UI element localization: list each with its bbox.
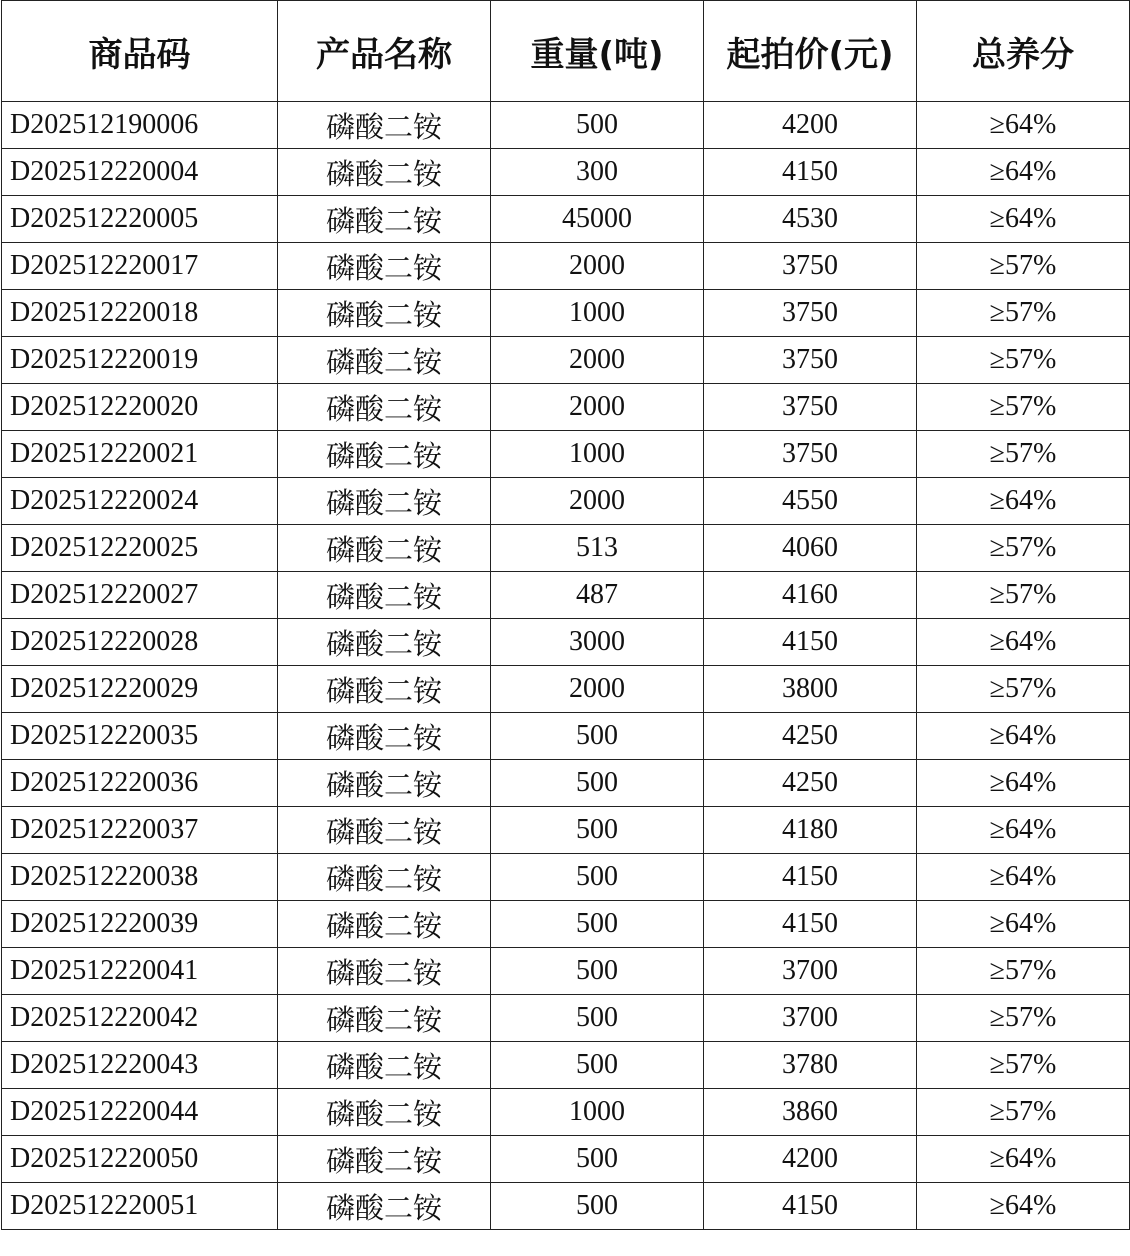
starting-price-cell: 4200 [704,102,917,149]
starting-price-cell: 4160 [704,572,917,619]
product-name-cell: 磷酸二铵 [278,948,491,995]
product-name-cell: 磷酸二铵 [278,619,491,666]
starting-price-cell: 4200 [704,1136,917,1183]
product-name-cell: 磷酸二铵 [278,995,491,1042]
auction-table [1,0,1130,1230]
total-nutrient-cell: ≥57% [917,384,1130,431]
product-code-cell: D202512220018 [2,290,278,337]
product-name-cell: 磷酸二铵 [278,1183,491,1230]
total-nutrient-cell: ≥57% [917,1089,1130,1136]
header-product-name: 产品名称 [278,1,491,102]
starting-price-cell: 4530 [704,196,917,243]
product-code-cell: D202512220004 [2,149,278,196]
starting-price-cell: 4150 [704,1183,917,1230]
starting-price-cell: 3860 [704,1089,917,1136]
starting-price-cell: 4060 [704,525,917,572]
table-row [2,1042,1130,1089]
total-nutrient-cell: ≥64% [917,854,1130,901]
starting-price-cell: 4150 [704,854,917,901]
total-nutrient-cell: ≥57% [917,666,1130,713]
weight-cell: 1000 [491,1089,704,1136]
table-row [2,713,1130,760]
product-code-cell: D202512220028 [2,619,278,666]
product-code-cell: D202512220038 [2,854,278,901]
weight-cell: 1000 [491,431,704,478]
total-nutrient-cell: ≥64% [917,619,1130,666]
weight-cell: 500 [491,1136,704,1183]
total-nutrient-cell: ≥57% [917,290,1130,337]
table-row [2,854,1130,901]
starting-price-cell: 4180 [704,807,917,854]
total-nutrient-cell: ≥64% [917,149,1130,196]
table-row [2,431,1130,478]
product-code-cell: D202512220037 [2,807,278,854]
product-name-cell: 磷酸二铵 [278,149,491,196]
product-code-cell: D202512220019 [2,337,278,384]
total-nutrient-cell: ≥57% [917,572,1130,619]
starting-price-cell: 4250 [704,713,917,760]
starting-price-cell: 3800 [704,666,917,713]
total-nutrient-cell: ≥64% [917,102,1130,149]
product-name-cell: 磷酸二铵 [278,243,491,290]
total-nutrient-cell: ≥64% [917,760,1130,807]
total-nutrient-cell: ≥64% [917,713,1130,760]
weight-cell: 500 [491,807,704,854]
starting-price-cell: 3750 [704,431,917,478]
product-code-cell: D202512220043 [2,1042,278,1089]
total-nutrient-cell: ≥57% [917,431,1130,478]
table-row [2,525,1130,572]
product-code-cell: D202512220042 [2,995,278,1042]
product-code-cell: D202512220036 [2,760,278,807]
table-row [2,572,1130,619]
total-nutrient-cell: ≥64% [917,807,1130,854]
table-row [2,478,1130,525]
starting-price-cell: 3750 [704,384,917,431]
weight-cell: 500 [491,948,704,995]
product-code-cell: D202512220025 [2,525,278,572]
weight-cell: 500 [491,760,704,807]
weight-cell: 300 [491,149,704,196]
product-name-cell: 磷酸二铵 [278,290,491,337]
weight-cell: 3000 [491,619,704,666]
weight-cell: 500 [491,102,704,149]
starting-price-cell: 3780 [704,1042,917,1089]
table-row [2,666,1130,713]
starting-price-cell: 4250 [704,760,917,807]
table-row [2,1136,1130,1183]
header-row [2,1,1130,102]
product-code-cell: D202512220039 [2,901,278,948]
product-name-cell: 磷酸二铵 [278,713,491,760]
starting-price-cell: 3750 [704,337,917,384]
starting-price-cell: 3700 [704,995,917,1042]
total-nutrient-cell: ≥57% [917,525,1130,572]
table-row [2,337,1130,384]
product-name-cell: 磷酸二铵 [278,901,491,948]
total-nutrient-cell: ≥57% [917,948,1130,995]
total-nutrient-cell: ≥64% [917,901,1130,948]
product-name-cell: 磷酸二铵 [278,1042,491,1089]
product-code-cell: D202512220035 [2,713,278,760]
total-nutrient-cell: ≥57% [917,243,1130,290]
weight-cell: 2000 [491,384,704,431]
starting-price-cell: 3750 [704,243,917,290]
product-code-cell: D202512220017 [2,243,278,290]
product-name-cell: 磷酸二铵 [278,807,491,854]
product-code-cell: D202512220005 [2,196,278,243]
product-code-cell: D202512220041 [2,948,278,995]
product-code-cell: D202512220027 [2,572,278,619]
table-body [2,102,1130,1230]
product-name-cell: 磷酸二铵 [278,478,491,525]
table-row [2,948,1130,995]
weight-cell: 2000 [491,666,704,713]
table-row [2,149,1130,196]
product-name-cell: 磷酸二铵 [278,760,491,807]
starting-price-cell: 3750 [704,290,917,337]
product-name-cell: 磷酸二铵 [278,102,491,149]
product-name-cell: 磷酸二铵 [278,431,491,478]
header-starting-price: 起拍价(元) [704,1,917,102]
table-row [2,196,1130,243]
product-code-cell: D202512220020 [2,384,278,431]
product-name-cell: 磷酸二铵 [278,196,491,243]
weight-cell: 2000 [491,243,704,290]
weight-cell: 45000 [491,196,704,243]
total-nutrient-cell: ≥57% [917,995,1130,1042]
product-code-cell: D202512220051 [2,1183,278,1230]
weight-cell: 500 [491,1183,704,1230]
total-nutrient-cell: ≥57% [917,1042,1130,1089]
table-row [2,290,1130,337]
product-name-cell: 磷酸二铵 [278,337,491,384]
weight-cell: 2000 [491,337,704,384]
weight-cell: 500 [491,901,704,948]
product-code-cell: D202512190006 [2,102,278,149]
product-code-cell: D202512220044 [2,1089,278,1136]
header-product-code: 商品码 [2,1,278,102]
starting-price-cell: 4150 [704,619,917,666]
table-row [2,619,1130,666]
total-nutrient-cell: ≥64% [917,478,1130,525]
product-code-cell: D202512220029 [2,666,278,713]
table-row [2,1089,1130,1136]
weight-cell: 487 [491,572,704,619]
product-name-cell: 磷酸二铵 [278,384,491,431]
product-name-cell: 磷酸二铵 [278,572,491,619]
table-row [2,1183,1130,1230]
weight-cell: 2000 [491,478,704,525]
header-weight: 重量(吨) [491,1,704,102]
weight-cell: 500 [491,1042,704,1089]
total-nutrient-cell: ≥64% [917,1136,1130,1183]
weight-cell: 513 [491,525,704,572]
total-nutrient-cell: ≥64% [917,196,1130,243]
starting-price-cell: 3700 [704,948,917,995]
table-row [2,384,1130,431]
weight-cell: 500 [491,995,704,1042]
table-row [2,760,1130,807]
product-name-cell: 磷酸二铵 [278,1136,491,1183]
table-row [2,995,1130,1042]
product-name-cell: 磷酸二铵 [278,854,491,901]
total-nutrient-cell: ≥64% [917,1183,1130,1230]
product-name-cell: 磷酸二铵 [278,525,491,572]
product-code-cell: D202512220050 [2,1136,278,1183]
table-row [2,243,1130,290]
product-name-cell: 磷酸二铵 [278,1089,491,1136]
starting-price-cell: 4550 [704,478,917,525]
weight-cell: 1000 [491,290,704,337]
header-total-nutrient: 总养分 [917,1,1130,102]
table-row [2,807,1130,854]
product-name-cell: 磷酸二铵 [278,666,491,713]
starting-price-cell: 4150 [704,901,917,948]
starting-price-cell: 4150 [704,149,917,196]
total-nutrient-cell: ≥57% [917,337,1130,384]
weight-cell: 500 [491,854,704,901]
product-code-cell: D202512220021 [2,431,278,478]
weight-cell: 500 [491,713,704,760]
table-row [2,102,1130,149]
product-code-cell: D202512220024 [2,478,278,525]
table-row [2,901,1130,948]
